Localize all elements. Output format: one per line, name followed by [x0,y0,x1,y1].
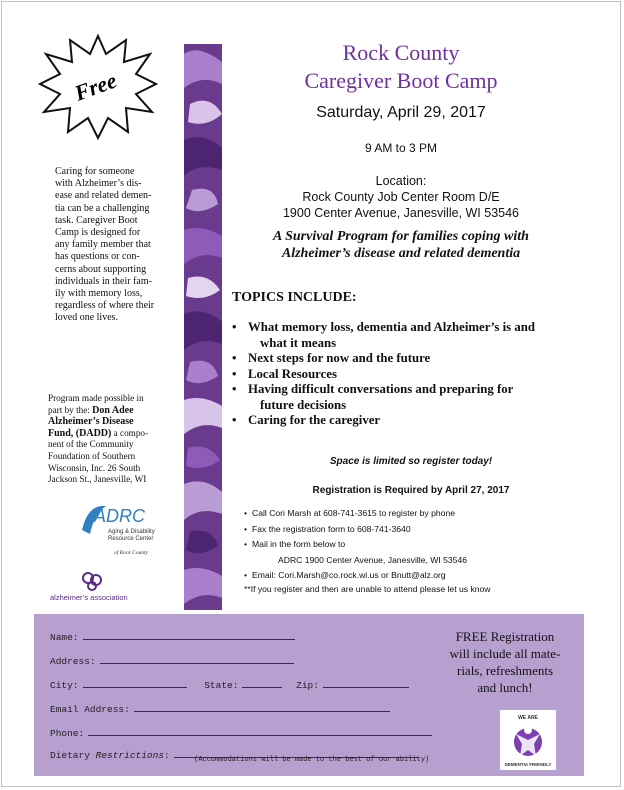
topic-item [230,320,580,351]
intro-line: individuals in their fam- [55,275,152,287]
fund-name: Don Adee [92,404,134,416]
topics-heading: TOPICS INCLUDE: [232,290,357,305]
alzheimers-association-logo [48,568,158,608]
dementia-friendly-logo [500,710,556,770]
topic-line: • Caring for the caregiver [248,413,381,427]
city-field[interactable] [83,678,187,688]
title-line-1: Rock County [342,40,460,65]
adrc-logo-name: ADRC [94,506,146,526]
df-logo-bottom: DEMENTIA FRIENDLY [504,762,552,767]
intro-line: loved one lives. [55,312,119,324]
dietary-label-italic: Restrictions [95,750,165,761]
adrc-logo [78,500,178,560]
free-line: FREE Registration [455,629,555,644]
program-credit [48,393,176,486]
program-text: a compo- [111,427,149,438]
tagline-line: Alzheimer’s disease and related dementia [281,246,521,261]
location-label: Location: [375,174,427,188]
intro-line: ease and related demen- [55,190,152,202]
intro-line: task. Caregiver Boot [55,214,138,226]
intro-line: Caring for someone [55,166,135,177]
free-starburst-icon [38,32,158,140]
purple-camo-stripe [184,44,222,610]
program-line: Foundation of Southern [48,450,136,461]
tagline-line: A Survival Program for families coping with [273,229,529,244]
address-field[interactable] [100,654,294,664]
topic-item [230,382,580,413]
dietary-colon: : [164,750,170,761]
free-line: and lunch! [477,680,533,695]
fund-name: Fund, (DADD) [48,427,112,439]
method-item: • Mail in the form below to [244,537,604,553]
tagline [226,228,576,262]
adrc-logo-sub: Resource Center [108,536,154,542]
topic-item [230,351,580,367]
name-label: Name: [50,632,79,643]
event-time: 9 AM to 3 PM [364,141,438,155]
program-line [48,428,176,440]
adrc-logo-sub: of Rock County [114,550,148,556]
state-label: State: [204,680,239,691]
topic-item [230,367,580,383]
location-line-1: Rock County Job Center Room D/E [302,190,500,204]
topic-line: • What memory loss, dementia and Alzheimer’s is and [248,320,535,334]
event-date: Saturday, April 29, 2017 [316,104,486,121]
location-line-2: 1900 Center Avenue, Janesville, WI 53546 [282,206,520,220]
phone-field[interactable] [88,726,432,736]
name-row [50,630,295,643]
program-prefix: part by the: [48,404,93,415]
fund-name: Alzheimer’s Disease [48,416,134,428]
program-line: Jackson St., Janesville, WI [48,474,147,485]
method-item: • Email: Cori.Marsh@co.rock.wi.us or Bnutt@alz.org [244,568,604,584]
method-item: • Call Cori Marsh at 608-741-3615 to register by phone [244,506,604,522]
cancellation-note: **If you register and then are unable to attend please let us know [244,584,491,594]
zip-field[interactable] [323,678,409,688]
registration-deadline: Registration is Required by April 27, 2017 [312,485,510,496]
topic-line: future decisions [260,397,347,412]
city-state-zip-row [50,678,409,691]
free-line: will include all mate- [449,646,561,661]
mail-address: ADRC 1900 Center Avenue, Janesville, WI 53546 [278,554,468,565]
adrc-logo-sub: Aging & Disability [108,529,155,535]
intro-line: with Alzheimer’s dis- [55,178,142,190]
intro-line: cerns about supporting [55,263,147,275]
topic-item [230,413,580,429]
intro-paragraph [55,166,170,325]
phone-row [50,726,432,739]
state-field[interactable] [242,678,282,688]
program-line: Program made possible in [48,393,144,403]
program-line: nent of the Community [48,439,134,450]
topic-line: • Having difficult conversations and preparing for [248,382,514,396]
topic-line: • Local Resources [248,366,337,381]
zip-label: Zip: [296,680,319,691]
program-line [48,416,176,428]
program-line: Wisconsin, Inc. 26 South [48,462,141,473]
topics-list [230,320,580,429]
program-line [48,405,176,417]
intro-line: Camp is designed for [55,227,141,239]
space-limited-text: Space is limited so register today! [329,456,493,467]
email-label: Email Address: [50,704,130,715]
intro-line: any family member that [55,239,151,251]
topic-line: what it means [260,335,337,350]
topic-line: • Next steps for now and the future [248,351,431,365]
phone-label: Phone: [50,728,85,739]
address-label: Address: [50,656,96,667]
method-item: • Fax the registration form to 608-741-3640 [244,522,604,538]
df-logo-top: WE ARE [518,715,538,721]
city-label: City: [50,680,79,691]
free-label: Free [71,67,120,106]
address-row [50,654,294,667]
name-field[interactable] [83,630,295,640]
dietary-label: Dietary [50,750,96,761]
alz-logo-name: alzheimer’s association [50,593,128,602]
intro-line: tia can be a challenging [55,202,150,214]
title-line-2: Caregiver Boot Camp [304,68,498,93]
accommodations-note: (Accommodations will be made to the best of our ability) [194,756,430,764]
intro-line: has questions or con- [55,251,140,263]
intro-line: regardless of where their [55,300,155,312]
intro-line: ily with memory loss, [55,288,143,300]
email-row [50,702,390,715]
free-registration-note [430,628,580,696]
free-line: rials, refreshments [456,663,554,678]
email-field[interactable] [134,702,390,712]
registration-form [34,614,584,776]
registration-methods [244,506,604,584]
